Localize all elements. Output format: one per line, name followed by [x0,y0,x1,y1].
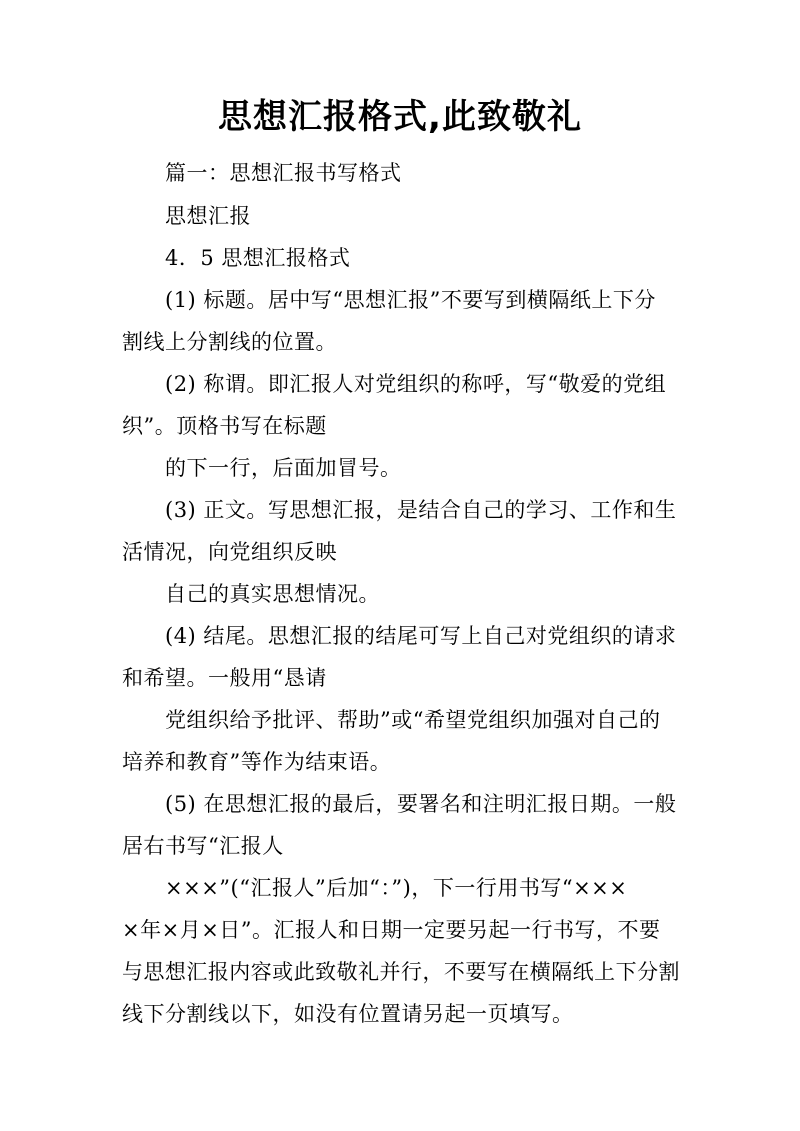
text-line: 党组织给予批评、帮助”或“希望党组织加强对自己的 [165,708,661,732]
text-line: 活情况，向党组织反映 [122,540,337,564]
text-line: 的下一行，后面加冒号。 [165,456,402,480]
text-line: 思想汇报 [165,204,251,228]
text-line: 4．5 思想汇报格式 [165,246,351,270]
text-line: 与思想汇报内容或此致敬礼并行，不要写在横隔纸上下分割 [122,960,680,984]
text-line: 培养和教育”等作为结束语。 [122,750,392,774]
text-line: (4) 结尾。思想汇报的结尾可写上自己对党组织的请求 [165,624,677,648]
text-line: 线下分割线以下，如没有位置请另起一页填写。 [122,1002,574,1026]
text-line: 割线上分割线的位置。 [122,330,337,354]
text-line: ×××”(“汇报人”后加“：”)，下一行用书写“××× [165,876,628,900]
text-line: 自己的真实思想情况。 [165,582,380,606]
text-line: 篇一：思想汇报书写格式 [165,161,402,185]
text-line: (3) 正文。写思想汇报，是结合自己的学习、工作和生 [165,498,677,522]
text-line: 织”。顶格书写在标题 [122,414,327,438]
text-line: (2) 称谓。即汇报人对党组织的称呼，写“敬爱的党组 [165,372,667,396]
text-line: (1) 标题。居中写“思想汇报”不要写到横隔纸上下分 [165,288,656,312]
text-line: 和希望。一般用“恳请 [122,666,327,690]
document-title: 思想汇报格式,此致敬礼 [218,97,582,137]
text-line: (5) 在思想汇报的最后，要署名和注明汇报日期。一般 [165,792,677,816]
text-line: ×年×月×日”。汇报人和日期一定要另起一行书写，不要 [122,918,661,942]
text-line: 居右书写“汇报人 [122,834,284,858]
